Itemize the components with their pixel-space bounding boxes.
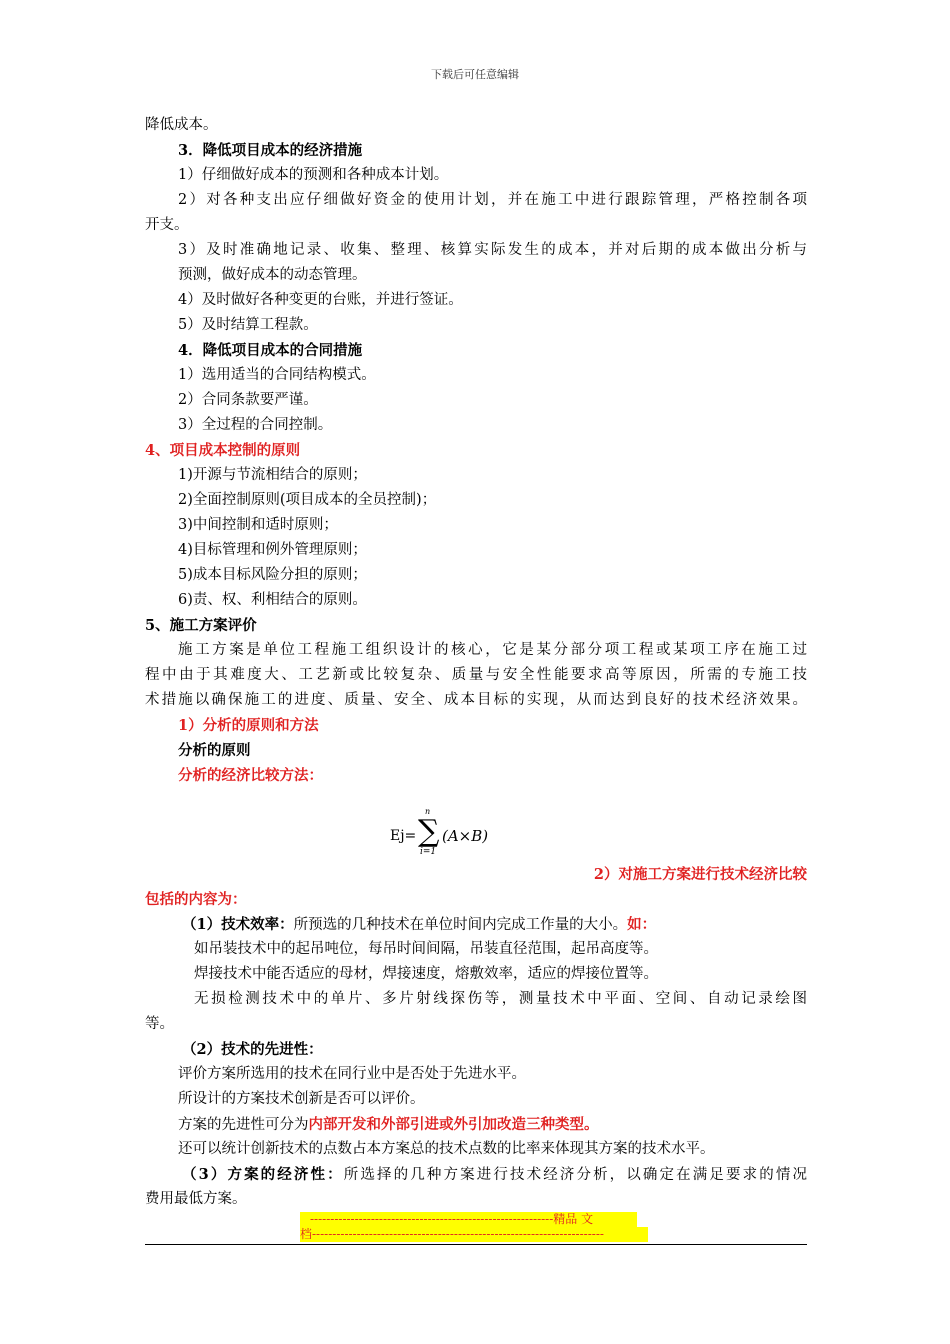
footer-divider [145,1244,807,1245]
list-item: 1）仔细做好成本的预测和各种成本计划。 [178,167,449,183]
red-subheading: 包括的内容为： [145,891,247,908]
formula-lower-limit: i=1 [420,847,437,857]
evaluation-item [145,912,807,937]
list-item: 3）及时准确地记录、收集、整理、核算实际发生的成本，并对后期的成本做出分析与 [178,242,807,258]
list-item: 3）全过程的合同控制。 [178,417,333,433]
principle-item: 5)成本目标风险分担的原则； [178,567,367,583]
list-item: 5）及时结算工程款。 [178,317,318,333]
item-label: （3）方案的经济性： [182,1166,344,1183]
principle-item: 2)全面控制原则(项目成本的全员控制)； [178,492,437,508]
example-line: 焊接技术中能否适应的母材，焊接速度，熔敷效率，适应的焊接位置等。 [194,966,658,982]
list-item: 1）选用适当的合同结构模式。 [178,367,376,383]
document-body [145,113,807,788]
item-emphasis: 如： [627,916,657,933]
list-item: 2）对各种支出应仔细做好资金的使用计划，并在施工中进行跟踪管理，严格控制各项 [178,192,807,208]
header-note: 下载后可任意编辑 [431,68,519,81]
evaluation-item-heading: （2）技术的先进性： [182,1041,323,1058]
example-line: 如吊装技术中的起吊吨位，每吊时间间隔，吊装直径范围，起吊高度等。 [194,941,658,957]
principle-item: 6)责、权、利相结合的原则。 [178,592,367,608]
list-item: 4）及时做好各种变更的台账，并进行签证。 [178,292,463,308]
red-subheading: 分析的经济比较方法： [178,767,323,784]
paragraph-line: 所设计的方案技术创新是否可以评价。 [178,1091,425,1107]
formula-body: (A×B) [442,827,489,845]
principle-item: 1)开源与节流相结合的原则； [178,467,367,483]
red-subheading: 2）对施工方案进行技术经济比较 [593,866,807,883]
line-emphasis: 内部开发和外部引进或外引加改造三种类型。 [308,1116,599,1133]
paragraph-line [145,1112,807,1137]
paragraph-line: 费用最低方案。 [145,1191,247,1207]
principle-item: 3)中间控制和适时原则； [178,517,338,533]
summation-sign: ∑ [418,814,440,849]
subheading: 分析的原则 [178,742,251,759]
list-item: 2）合同条款要严谨。 [178,392,318,408]
section-heading: 3．降低项目成本的经济措施 [178,142,363,159]
principle-item: 4)目标管理和例外管理原则； [178,542,367,558]
paragraph-line: 开支。 [145,217,189,233]
footer-line-2: 档------------------------------------------------------------------------ [300,1227,648,1242]
document-body-continued [145,862,807,1212]
section-heading: 4．降低项目成本的合同措施 [178,342,363,359]
red-subheading: 1）分析的原则和方法 [178,717,319,734]
paragraph-line: 施工方案是单位工程施工组织设计的核心，它是某分部分项工程或某项工序在施工过 [178,642,807,658]
item-text: 所选择的几种方案进行技术经济分析，以确定在满足要求的情况 [343,1167,807,1183]
evaluation-item [145,1162,807,1187]
example-line: 无损检测技术中的单片、多片射线探伤等，测量技术中平面、空间、自动记录绘图 [194,991,807,1007]
item-label: （1）技术效率： [182,916,294,933]
footer-line-1: ------------------------------------------------------------精品 文 [300,1212,637,1227]
paragraph-line: 预测，做好成本的动态管理。 [178,267,367,283]
line-text: 方案的先进性可分为 [178,1117,309,1133]
paragraph-line: 还可以统计创新技术的点数占本方案总的技术点数的比率来体现其方案的技术水平。 [178,1141,715,1157]
paragraph-line: 术措施以确保施工的进度、质量、安全、成本目标的实现，从而达到良好的技术经济效果。 [145,692,807,708]
footer-watermark [300,1212,650,1242]
paragraph-line: 等。 [145,1016,174,1032]
paragraph-line: 评价方案所选用的技术在同行业中是否处于先进水平。 [178,1066,526,1082]
item-text: 所预选的几种技术在单位时间内完成工作量的大小。 [293,917,628,933]
economic-comparison-formula [390,807,520,863]
paragraph-line: 程中由于其难度大、工艺新或比较复杂、质量与安全性能要求高等原因，所需的专施工技 [145,667,807,683]
formula-lhs: Ej= [390,828,417,844]
paragraph-line: 降低成本。 [145,117,218,133]
section-heading: 5、施工方案评价 [145,617,257,634]
formula-upper-limit: n [425,807,431,816]
red-heading: 4、项目成本控制的原则 [145,442,301,459]
